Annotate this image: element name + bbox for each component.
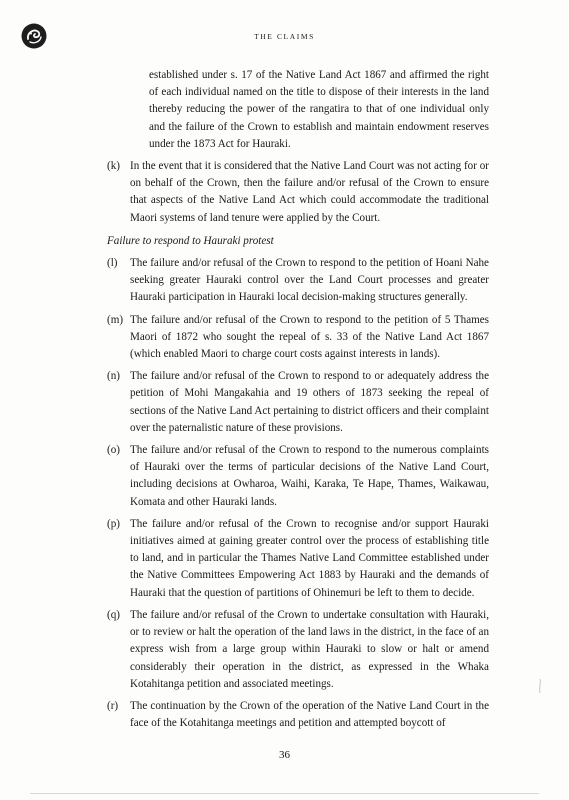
item-text: The failure and/or refusal of the Crown to respond to the numerous complaints of Hauraki over the terms of particular decisions of the Native Land Court, including decisions at Owharoa, Waihi, Karaka, Te Hape, Thames, Waikawau, Komata and other Hauraki lands. xyxy=(130,444,489,508)
item-label: (p) xyxy=(107,517,120,530)
item-label: (o) xyxy=(107,444,120,457)
item-text: The failure and/or refusal of the Crown to respond to the petition of 5 Thames Maori of 1872 who sought the repeal of s. 33 of the Native Land Act 1867 (which enabled Maori to charge court costs against interests in lands). xyxy=(130,313,489,361)
claim-item xyxy=(107,368,489,437)
claim-item xyxy=(107,158,489,227)
page-number: 36 xyxy=(279,749,290,761)
item-label: (k) xyxy=(107,160,120,173)
claim-item xyxy=(107,442,489,511)
item-label: (r) xyxy=(107,699,119,712)
page-bottom-rule xyxy=(30,793,539,794)
claim-item xyxy=(107,255,489,307)
item-text: The continuation by the Crown of the operation of the Native Land Court in the face of the Kotahitanga meetings and petition and attempted boycott of xyxy=(130,699,489,730)
item-label: (l) xyxy=(107,257,118,270)
item-text: The failure and/or refusal of the Crown to respond to or adequately address the petition of Mohi Mangakahia and 19 others of 1873 seeking the repeal of sections of the Native Land Act pertaining to district officers and their complaint over the paternalistic nature of these provisions. xyxy=(130,370,489,434)
running-head: THE CLAIMS xyxy=(254,32,315,41)
claim-item xyxy=(107,312,489,364)
pencil-mark xyxy=(538,679,542,693)
section-subheading: Failure to respond to Hauraki protest xyxy=(107,234,274,247)
item-text: In the event that it is considered that the Native Land Court was not acting for or on behalf of the Crown, then the failure and/or refusal of the Crown to ensure that aspects of the Native Land Act which could accommodate the traditional Maori systems of land tenure were applied by the Court. xyxy=(130,160,489,224)
item-label: (m) xyxy=(107,313,124,326)
continued-paragraph: established under s. 17 of the Native Land Act 1867 and affirmed the right of each individual named on the title to dispose of their interests in the land thereby reducing the power of the rangatira to that of one individual only and the failure of the Crown to establish and maintain endowment reserves under the 1873 Act for Hauraki. xyxy=(149,69,489,150)
claim-item xyxy=(107,698,489,732)
item-label: (n) xyxy=(107,370,120,383)
item-text: The failure and/or refusal of the Crown to undertake consultation with Hauraki, or to review or halt the operation of the land laws in the district, in the face of an express wish from a large group within Hauraki to slow or halt or amend considerably their operation in the district, as expressed in the Whaka Kotahitanga petition and associated meetings. xyxy=(130,608,489,690)
item-label: (q) xyxy=(107,608,120,621)
document-body xyxy=(107,67,489,737)
claim-item xyxy=(107,516,489,602)
claim-item xyxy=(107,607,489,693)
item-text: The failure and/or refusal of the Crown to recognise and/or support Hauraki initiatives aimed at gaining greater control over the process of establishing title to land, and in particular the Thames Native Land Committee established under the Native Committees Empowering Act 1883 by Hauraki and the demands of Hauraki that the question of partitions of Ohinemuri be left to them to decide. xyxy=(130,517,489,599)
item-text: The failure and/or refusal of the Crown to respond to the petition of Hoani Nahe seeking greater Hauraki control over the Land Court processes and greater Hauraki participation in Hauraki local decision-making structures generally. xyxy=(130,257,489,304)
